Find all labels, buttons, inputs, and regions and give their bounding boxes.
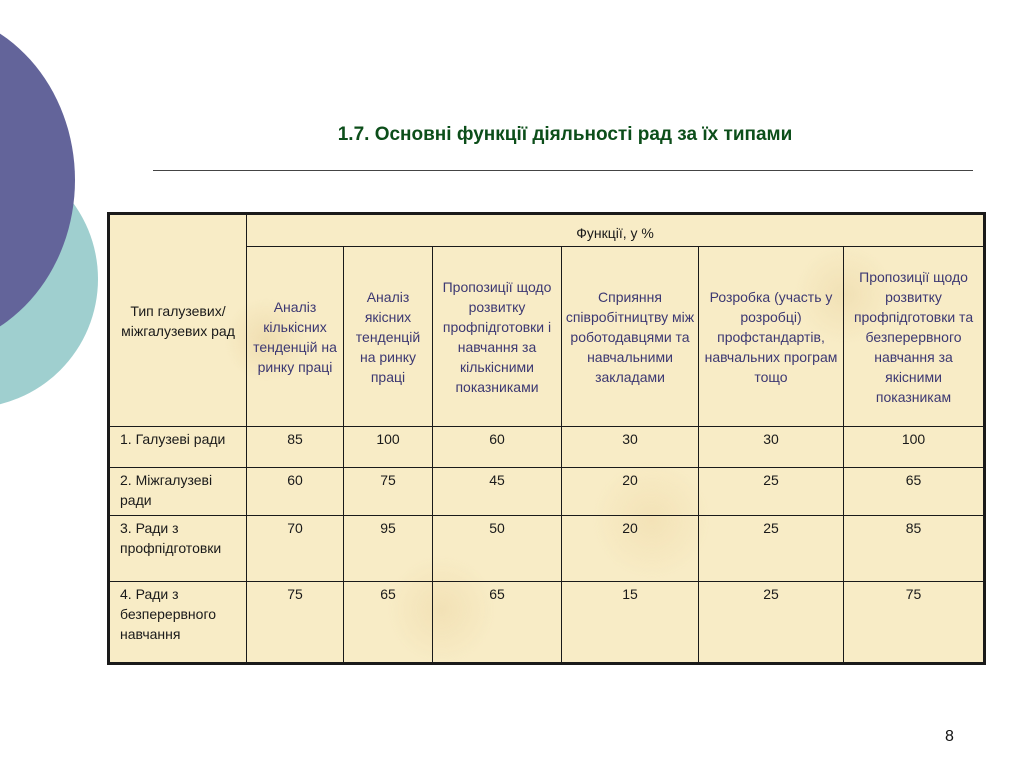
- col-header-cooperation: Сприяння співробітництву між роботодавцями та навчальними закладами: [562, 247, 699, 427]
- row-label-training-councils: 3. Ради з профпідготовки: [109, 516, 247, 582]
- slide-title: 1.7. Основні функції діяльності рад за їх типами: [337, 124, 793, 145]
- col-header-qual-trends: Аналіз якісних тенденцій на ринку праці: [344, 247, 433, 427]
- row-label-intersector-councils: 2. Міжгалузеві ради: [109, 468, 247, 516]
- page-number: 8: [945, 728, 954, 745]
- table-cell: 95: [344, 516, 433, 582]
- functions-group-header: Функції, у %: [247, 214, 985, 247]
- table-cell: 75: [247, 582, 344, 664]
- table-cell: 75: [344, 468, 433, 516]
- table-cell: 65: [844, 468, 985, 516]
- table-cell: 25: [699, 516, 844, 582]
- table-cell: 75: [844, 582, 985, 664]
- table-cell: 25: [699, 582, 844, 664]
- table-row: [109, 516, 985, 582]
- type-column-header: Тип галузевих/ міжгалузевих рад: [109, 214, 247, 427]
- table-cell: 100: [344, 427, 433, 468]
- row-label-sector-councils: 1. Галузеві ради: [109, 427, 247, 468]
- title-underline: [153, 170, 973, 171]
- table-cell: 85: [844, 516, 985, 582]
- table-cell: 20: [562, 516, 699, 582]
- table-cell: 65: [433, 582, 562, 664]
- functions-table: [107, 212, 986, 665]
- table-row: [109, 468, 985, 516]
- table-cell: 30: [699, 427, 844, 468]
- col-header-quant-proposals: Пропозиції щодо розвитку профпідготовки і навчання за кількісними показниками: [433, 247, 562, 427]
- table-cell: 60: [433, 427, 562, 468]
- col-header-qual-proposals: Пропозиції щодо розвитку профпідготовки та безперервного навчання за якісними показникам: [844, 247, 985, 427]
- table-cell: 15: [562, 582, 699, 664]
- table-cell: 100: [844, 427, 985, 468]
- table-row: [109, 582, 985, 664]
- table-row: [109, 427, 985, 468]
- header-row-1: [109, 214, 985, 247]
- col-header-quant-trends: Аналіз кількісних тенденцій на ринку праці: [247, 247, 344, 427]
- table-cell: 85: [247, 427, 344, 468]
- table-cell: 70: [247, 516, 344, 582]
- table-cell: 50: [433, 516, 562, 582]
- table-cell: 30: [562, 427, 699, 468]
- table-cell: 25: [699, 468, 844, 516]
- table-cell: 65: [344, 582, 433, 664]
- table-cell: 60: [247, 468, 344, 516]
- table-cell: 20: [562, 468, 699, 516]
- col-header-standards: Розробка (участь у розробці) профстандартів, навчальних програм тощо: [699, 247, 844, 427]
- row-label-lifelong-learning-councils: 4. Ради з безперервного навчання: [109, 582, 247, 664]
- table-cell: 45: [433, 468, 562, 516]
